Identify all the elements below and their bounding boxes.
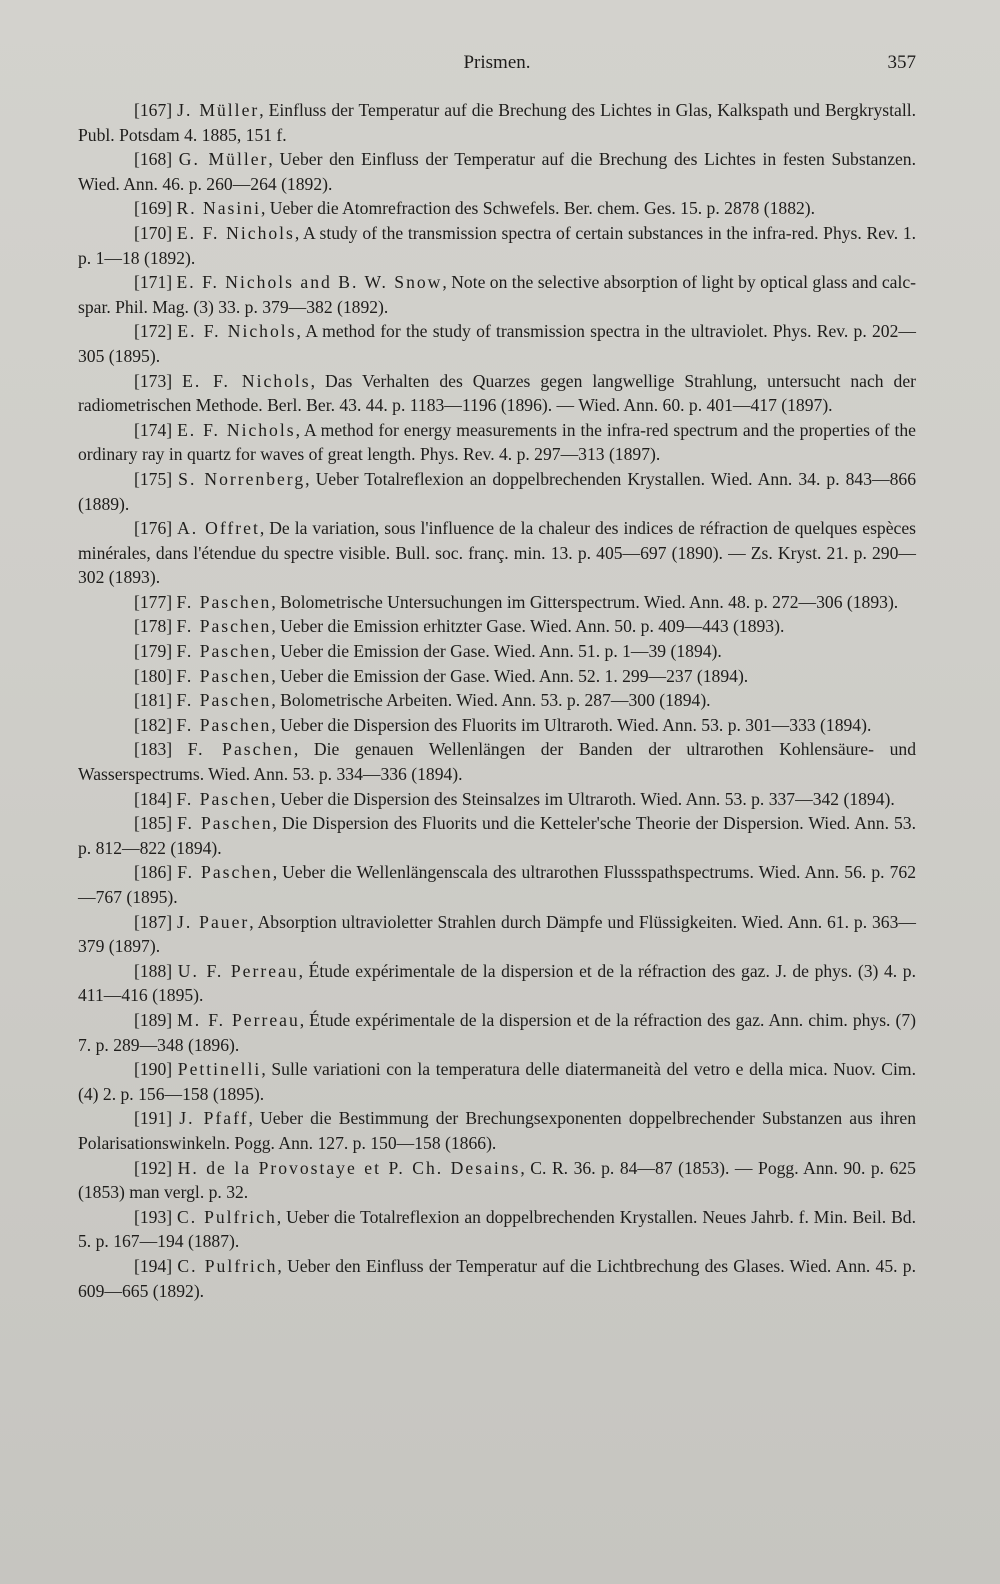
reference-text: , Ueber die Emission der Gase. Wied. Ann. 52. 1. 299—237 (1894).	[271, 665, 749, 686]
reference-author: F. Paschen	[176, 665, 272, 686]
reference-author: Pettinelli	[177, 1059, 262, 1080]
reference-text: , Ueber die Atomrefraction des Schwefels. Ber. chem. Ges. 15. p. 2878 (1882).	[260, 198, 816, 219]
reference-author: C. Pulfrich	[177, 1206, 277, 1227]
reference-author: E. F. Nichols	[177, 419, 296, 440]
reference-number: [175]	[134, 468, 173, 489]
reference-text: , Ueber den Einfluss der Temperatur auf die Lichtbrechung des Glases. Wied. Ann. 45. p. 609—665 (1892).	[78, 1255, 916, 1301]
reference-number: [179]	[134, 641, 173, 662]
reference-author: E. F. Nichols and B. W. Snow	[176, 272, 443, 293]
reference-author: F. Paschen	[176, 690, 272, 711]
reference-number: [176]	[134, 518, 173, 539]
reference-author: C. Pulfrich	[177, 1255, 278, 1276]
reference-entry	[78, 1254, 916, 1303]
reference-number: [172]	[134, 321, 173, 342]
reference-entry	[78, 319, 916, 368]
reference-entry	[78, 1008, 916, 1057]
reference-author: H. de la Provostaye et P. Ch. Desains	[177, 1157, 521, 1178]
reference-author: M. F. Perreau	[177, 1009, 300, 1030]
reference-author: F. Paschen	[177, 862, 273, 883]
reference-author: E. F. Nichols	[177, 321, 297, 342]
reference-entry	[78, 639, 916, 664]
reference-entry	[78, 1205, 916, 1254]
reference-entry	[78, 860, 916, 909]
reference-text: , Ueber die Emission der Gase. Wied. Ann. 51. p. 1—39 (1894).	[271, 641, 722, 662]
reference-entry	[78, 418, 916, 467]
reference-entry	[78, 590, 916, 615]
reference-number: [183]	[134, 739, 173, 760]
reference-entry	[78, 221, 916, 270]
reference-number: [169]	[134, 198, 173, 219]
reference-entry	[78, 688, 916, 713]
reference-entry	[78, 270, 916, 319]
reference-entry	[78, 98, 916, 147]
reference-text: , Die Dispersion des Fluorits und die Ketteler'sche Theorie der Dispersion. Wied. Ann. 53. p. 812—822 (1894).	[78, 813, 916, 858]
reference-entry	[78, 811, 916, 860]
reference-author: F. Paschen	[176, 616, 272, 637]
reference-author: J. Pfaff	[179, 1108, 249, 1129]
running-head	[78, 52, 916, 84]
reference-entry	[78, 516, 916, 590]
reference-text: , Bolometrische Untersuchungen im Gitterspectrum. Wied. Ann. 48. p. 272—306 (1893).	[271, 591, 899, 612]
reference-number: [194]	[134, 1255, 173, 1276]
reference-author: A. Offret	[177, 518, 260, 539]
reference-author: R. Nasini	[176, 198, 261, 219]
reference-number: [181]	[134, 690, 173, 711]
reference-text: , Sulle variationi con la temperatura delle diatermaneità del vetro e della mica. Nuov. Cim. (4) 2. p. 156—158 (1895).	[78, 1059, 916, 1104]
reference-entry	[78, 467, 916, 516]
reference-text: , Étude expérimentale de la dispersion et de la réfraction des gaz. Ann. chim. phys. (7) 7. p. 289—348 (1896).	[78, 1009, 916, 1055]
reference-number: [177]	[134, 591, 173, 612]
reference-entry	[78, 1106, 916, 1155]
reference-text: , Ueber die Totalreflexion an doppelbrechenden Krystallen. Neues Jahrb. f. Min. Beil. Bd. 5. p. 167—194 (1887).	[78, 1206, 916, 1252]
reference-entry	[78, 787, 916, 812]
reference-number: [173]	[134, 370, 173, 391]
reference-author: F. Paschen	[187, 739, 294, 760]
reference-text: , Ueber die Wellenlängenscala des ultrarothen Flussspathspectrums. Wied. Ann. 56. p. 762—767 (1895).	[78, 862, 916, 907]
reference-text: , A method for energy measurements in the infra-red spectrum and the properties of the ordinary ray in quartz for waves of great length. Phys. Rev. 4. p. 297—313 (1897).	[78, 419, 916, 465]
reference-text: , Bolometrische Arbeiten. Wied. Ann. 53. p. 287—300 (1894).	[271, 690, 711, 711]
reference-text: , Die genauen Wellenlängen der Banden der ultrarothen Kohlensäure- und Wasserspectrums. Wied. Ann. 53. p. 334—336 (1894).	[78, 739, 916, 785]
reference-author: F. Paschen	[176, 641, 272, 662]
reference-author: F. Paschen	[176, 788, 272, 809]
reference-entry	[78, 196, 916, 221]
reference-author: F. Paschen	[176, 591, 272, 612]
reference-number: [178]	[134, 616, 173, 637]
reference-author: U. F. Perreau	[177, 960, 299, 981]
reference-entry	[78, 369, 916, 418]
reference-text: , Absorption ultravioletter Strahlen durch Dämpfe und Flüssigkeiten. Wied. Ann. 61. p. 363—379 (1897).	[78, 911, 916, 957]
reference-author: E. F. Nichols	[182, 370, 311, 391]
reference-author: F. Paschen	[176, 714, 272, 735]
reference-number: [184]	[134, 788, 173, 809]
reference-text: , C. R. 36. p. 84—87 (1853). — Pogg. Ann. 90. p. 625 (1853) man vergl. p. 32.	[78, 1157, 916, 1203]
reference-text: , Ueber die Dispersion des Steinsalzes im Ultraroth. Wied. Ann. 53. p. 337—342 (1894).	[271, 788, 895, 809]
reference-number: [186]	[134, 862, 173, 883]
reference-text: , Ueber den Einfluss der Temperatur auf die Brechung des Lichtes in festen Substanzen. Wied. Ann. 46. p. 260—264 (1892).	[78, 149, 917, 194]
running-title: Prismen.	[463, 52, 531, 73]
reference-number: [190]	[134, 1059, 173, 1080]
reference-text: , De la variation, sous l'influence de la chaleur des indices de réfraction de quelques espèces minérales, dans l'étendue du spectre visible. Bull. soc. franç. min. 13. p. 405—697 (1890). — Zs. Kryst. 21. p. 290—302 (1893).	[78, 518, 916, 588]
reference-number: [188]	[134, 960, 173, 981]
reference-text: , A study of the transmission spectra of certain substances in the infra-red. Phys. Rev. 1. p. 1—18 (1892).	[78, 222, 917, 268]
reference-entry	[78, 1156, 916, 1205]
reference-number: [182]	[134, 714, 173, 735]
reference-number: [192]	[134, 1157, 173, 1178]
reference-text: , Ueber die Emission erhitzter Gase. Wied. Ann. 50. p. 409—443 (1893).	[271, 616, 785, 637]
reference-entry	[78, 147, 916, 196]
reference-author: S. Norrenberg	[178, 468, 306, 489]
reference-number: [168]	[134, 149, 173, 170]
reference-list	[78, 98, 916, 1303]
reference-entry	[78, 664, 916, 689]
reference-number: [193]	[134, 1206, 173, 1227]
reference-text: , Étude expérimentale de la dispersion et de la réfraction des gaz. J. de phys. (3) 4. p. 411—416 (1895).	[78, 960, 916, 1006]
reference-number: [189]	[134, 1009, 173, 1030]
reference-number: [167]	[134, 100, 173, 120]
reference-text: , Das Verhalten des Quarzes gegen langwellige Strahlung, untersucht nach der radiometrischen Methode. Berl. Ber. 43. 44. p. 1183—1196 (1896). — Wied. Ann. 60. p. 401—417 (1897).	[78, 370, 916, 416]
reference-entry	[78, 713, 916, 738]
reference-text: , Note on the selective absorption of light by optical glass and calc-spar. Phil. Mag. (3) 33. p. 379—382 (1892).	[78, 272, 917, 317]
reference-number: [191]	[134, 1108, 173, 1129]
page-number: 357	[887, 52, 916, 73]
reference-entry	[78, 614, 916, 639]
reference-text: , A method for the study of transmission spectra in the ultraviolet. Phys. Rev. p. 202—305 (1895).	[78, 321, 916, 366]
reference-text: , Einfluss der Temperatur auf die Brechung des Lichtes in Glas, Kalkspath und Bergkrystall. Publ. Potsdam 4. 1885, 151 f.	[78, 100, 916, 145]
reference-number: [174]	[134, 419, 173, 440]
reference-author: F. Paschen	[177, 813, 273, 834]
reference-number: [185]	[134, 813, 173, 834]
reference-author: J. Pauer	[177, 911, 250, 932]
reference-number: [170]	[134, 222, 173, 243]
reference-number: [171]	[134, 272, 173, 293]
reference-entry	[78, 1057, 916, 1106]
reference-entry	[78, 910, 916, 959]
reference-text: , Ueber Totalreflexion an doppelbrechenden Krystallen. Wied. Ann. 34. p. 843—866 (1889).	[78, 468, 917, 514]
reference-author: E. F. Nichols	[176, 222, 295, 243]
reference-text: , Ueber die Dispersion des Fluorits im Ultraroth. Wied. Ann. 53. p. 301—333 (1894).	[271, 714, 872, 735]
reference-entry	[78, 959, 916, 1008]
reference-number: [180]	[134, 665, 173, 686]
reference-number: [187]	[134, 911, 173, 932]
reference-author: J. Müller	[177, 100, 260, 120]
reference-text: , Ueber die Bestimmung der Brechungsexponenten doppelbrechender Substanzen aus ihren Polarisationswinkeln. Pogg. Ann. 127. p. 150—158 (1866).	[78, 1108, 916, 1153]
reference-entry	[78, 737, 916, 786]
reference-author: G. Müller	[178, 149, 269, 170]
